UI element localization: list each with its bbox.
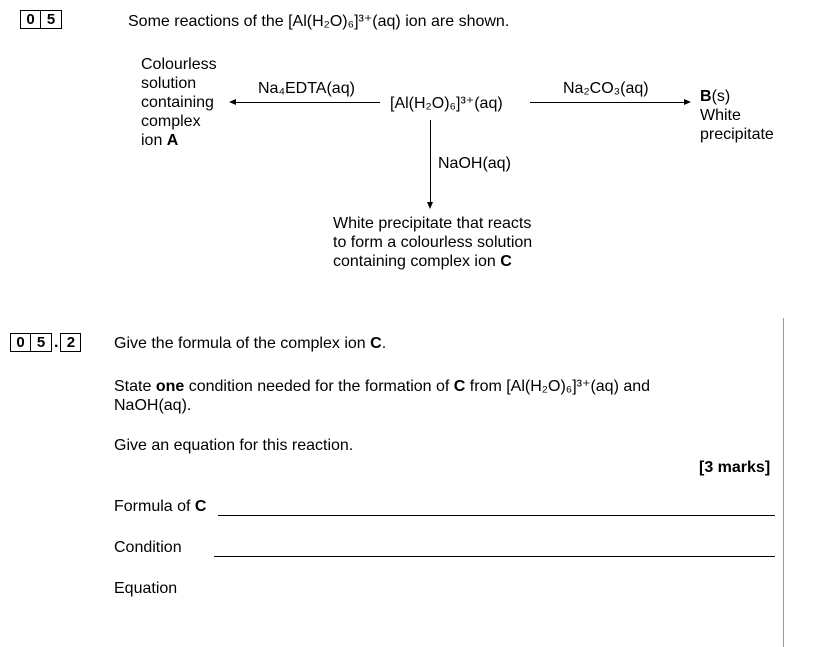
formula-answer-line[interactable]: [218, 515, 775, 516]
instruction-condition-cont: NaOH(aq).: [114, 397, 192, 414]
part-digit: 2: [60, 333, 81, 352]
center-species: [Al(H₂O)₆]³⁺(aq): [390, 95, 503, 112]
question-digit: 5: [31, 333, 52, 352]
right-arrow-line: [530, 102, 685, 103]
right-product: B(s) White precipitate: [700, 88, 774, 143]
question-dot: .: [54, 334, 59, 351]
page-margin-line: [783, 318, 784, 647]
marks-label: [3 marks]: [699, 459, 771, 476]
left-reagent: Na₄EDTA(aq): [258, 80, 355, 97]
right-arrowhead: [684, 99, 691, 105]
question-number: [20, 10, 62, 29]
right-reagent: Na₂CO₃(aq): [563, 80, 649, 97]
equation-label: Equation: [114, 580, 178, 597]
down-arrowhead: [427, 202, 433, 209]
instruction-condition: State one condition needed for the formation of C from [Al(H₂O)₆]³⁺(aq) and: [114, 378, 651, 395]
subquestion-number: [10, 333, 81, 352]
question-digit: 5: [41, 10, 62, 29]
instruction-equation: Give an equation for this reaction.: [114, 437, 354, 454]
question-digit: 0: [10, 333, 31, 352]
formula-label: Formula of C: [114, 498, 207, 515]
condition-answer-line[interactable]: [214, 556, 775, 557]
question-intro: Some reactions of the [Al(H₂O)₆]³⁺(aq) ion are shown.: [128, 13, 510, 30]
left-product: Colourless solution containing complex ion A: [141, 56, 217, 149]
condition-label: Condition: [114, 539, 182, 556]
down-arrow-line: [430, 120, 431, 203]
down-reagent: NaOH(aq): [438, 155, 511, 172]
left-arrow-line: [234, 102, 380, 103]
instruction-formula: Give the formula of the complex ion C.: [114, 335, 387, 352]
question-digit: 0: [20, 10, 41, 29]
down-product: White precipitate that reacts to form a colourless solution containing complex ion C: [333, 215, 533, 270]
